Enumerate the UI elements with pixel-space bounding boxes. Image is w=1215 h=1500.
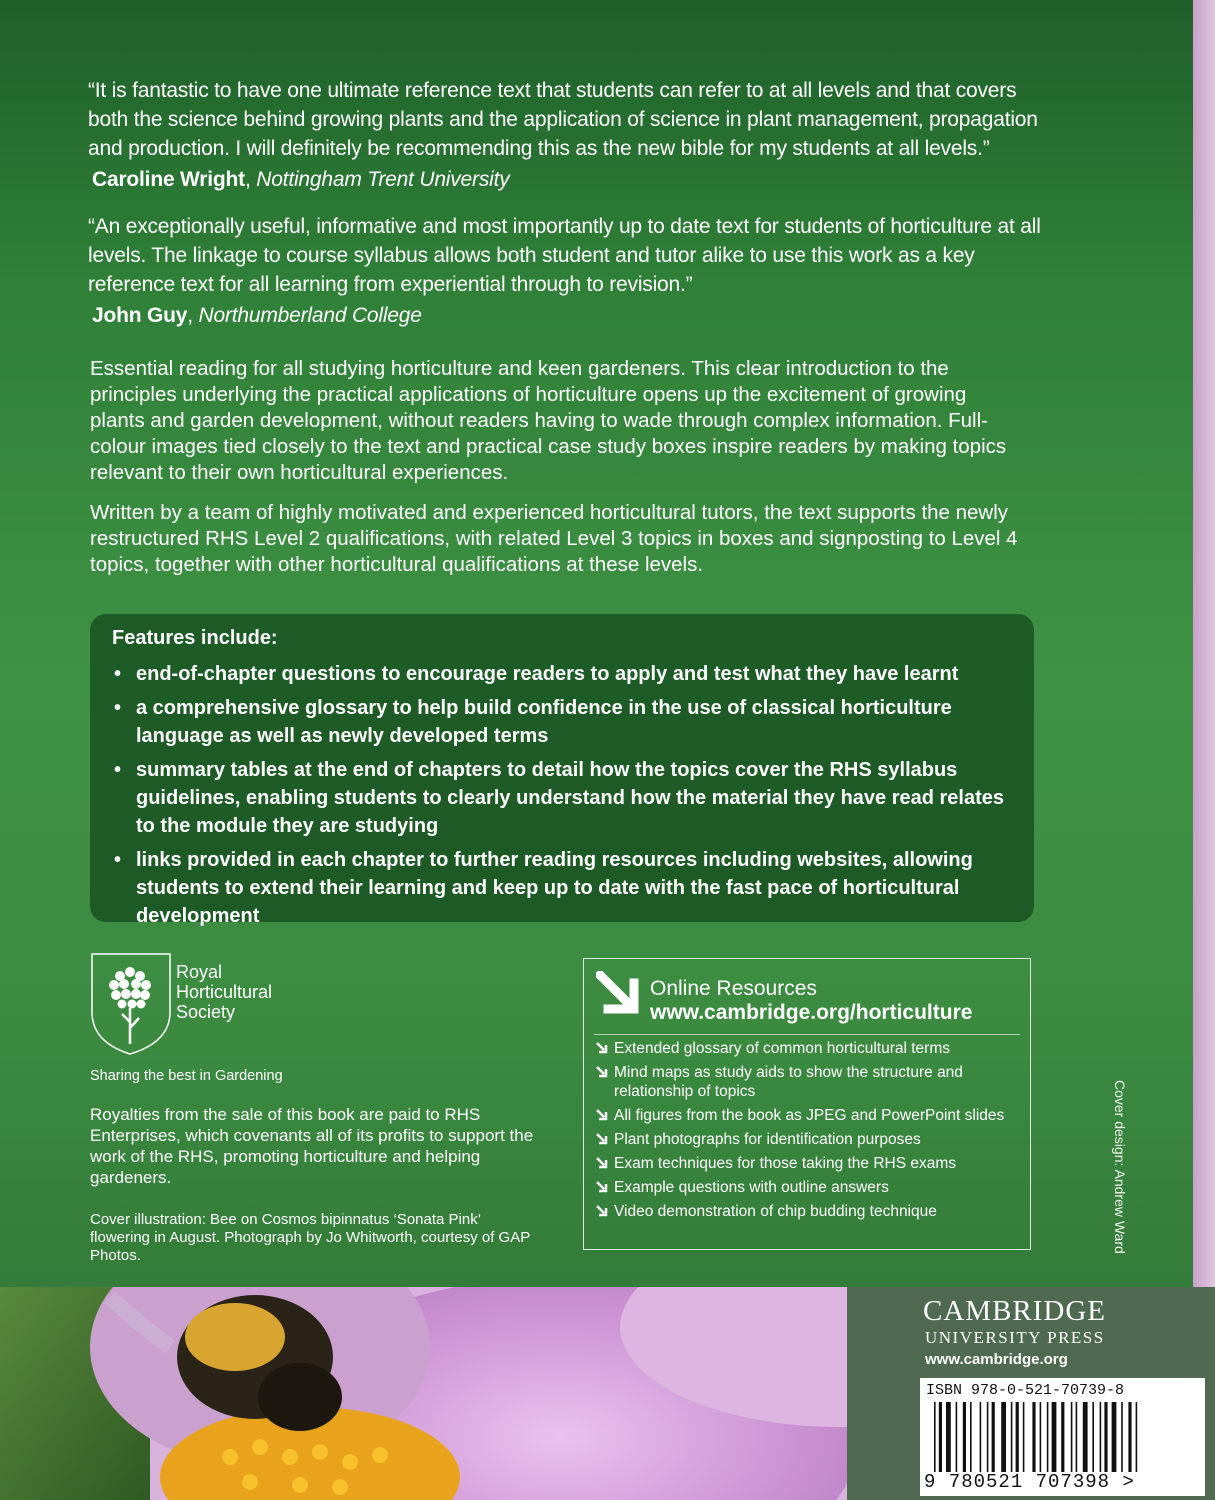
feature-item: • summary tables at the end of chapters to detail how the topics cover the RHS syllabus guidelines, enabling students to clearly understand how the material they have read relates to the module they are studying <box>112 756 1012 840</box>
isbn-label: ISBN 978-0-521-70739-8 <box>926 1382 1125 1399</box>
quote-attribution: Caroline Wright, Nottingham Trent University <box>92 168 510 191</box>
online-resources-title: Online Resources <box>650 977 817 1000</box>
publisher-panel <box>847 1287 1215 1500</box>
publisher-subtitle: UNIVERSITY PRESS <box>925 1328 1105 1347</box>
description-paragraph: Essential reading for all studying horticulture and keen gardeners. This clear introduction to the principles underlying the practical applications of horticulture opens up the excitement of growing plants and garden development, without readers having to wade through complex information. Full-colour images tied closely to the text and practical case study boxes inspire readers by making topics relevant to their own horticultural experiences. <box>90 357 1007 484</box>
resource-item: Mind maps as study aids to show the structure and relationship of topics <box>596 1063 1016 1101</box>
quote-author: Caroline Wright <box>92 168 245 191</box>
publisher-url: www.cambridge.org <box>925 1351 1068 1368</box>
online-resources-box <box>583 958 1031 1250</box>
cover-design-credit: Cover design: Andrew Ward <box>1112 1080 1128 1254</box>
review-quote <box>88 76 1058 194</box>
arrow-down-right-icon <box>596 1181 608 1193</box>
arrow-down-right-icon <box>596 1109 608 1121</box>
divider <box>594 1034 1020 1035</box>
quote-text: “It is fantastic to have one ultimate reference text that students can refer to at all levels and that covers both the science behind growing plants and the application of science in plant management, propagation and production. I will definitely be recommending this as the new bible for my students at all levels.” <box>88 79 1038 160</box>
feature-item: • end-of-chapter questions to encourage readers to apply and test what they have learnt <box>112 660 1012 688</box>
quote-author: John Guy <box>92 304 188 327</box>
arrow-down-right-icon <box>596 1133 608 1145</box>
review-quote <box>88 212 1058 330</box>
description-paragraph: Written by a team of highly motivated and experienced horticultural tutors, the text supports the newly restructured RHS Level 2 qualifications, with related Level 3 topics in boxes and signposting to Level 4 topics, together with other horticultural qualifications at these levels. <box>90 501 1018 576</box>
spine-edge <box>1193 0 1215 1500</box>
barcode-number: 9 780521 707398 > <box>924 1471 1135 1493</box>
feature-item: • links provided in each chapter to further reading resources including websites, allowing students to extend their learning and keep up to date with the fast pace of horticultural development <box>112 846 1012 930</box>
features-list <box>112 660 1012 936</box>
resource-item: Example questions with outline answers <box>596 1178 1016 1197</box>
resource-item: Extended glossary of common horticultural terms <box>596 1039 1016 1058</box>
feature-item: • a comprehensive glossary to help build confidence in the use of classical horticulture language as well as newly developed terms <box>112 694 1012 750</box>
barcode-icon <box>934 1402 1189 1472</box>
royalties-note: Royalties from the sale of this book are paid to RHS Enterprises, which covenants all of its profits to support the work of the RHS, promoting horticulture and helping gardeners. <box>90 1105 534 1187</box>
resource-item: Plant photographs for identification purposes <box>596 1130 1016 1149</box>
quote-affiliation: Nottingham Trent University <box>256 168 510 191</box>
arrow-down-right-icon <box>596 1066 608 1078</box>
barcode-box <box>920 1378 1205 1496</box>
arrow-down-right-icon <box>596 971 642 1017</box>
online-resources-list <box>596 1039 1016 1226</box>
publisher-name: CAMBRIDGE <box>923 1295 1107 1327</box>
arrow-down-right-icon <box>596 1042 608 1054</box>
quote-text: “An exceptionally useful, informative and most importantly up to date text for students of horticulture at all levels. The linkage to course syllabus allows both student and tutor alike to use this work as a key reference text for all learning from experiential through to revision.” <box>88 215 1041 296</box>
quote-attribution: John Guy, Northumberland College <box>92 304 422 327</box>
rhs-name: Royal Horticultural Society <box>176 962 273 1022</box>
arrow-down-right-icon <box>596 1157 608 1169</box>
features-box <box>90 614 1034 927</box>
rhs-tagline: Sharing the best in Gardening <box>90 1068 283 1084</box>
quote-affiliation: Northumberland College <box>198 304 422 327</box>
resource-item: All figures from the book as JPEG and PowerPoint slides <box>596 1106 1016 1125</box>
resource-item: Video demonstration of chip budding technique <box>596 1202 1016 1221</box>
resource-item: Exam techniques for those taking the RHS exams <box>596 1154 1016 1173</box>
features-heading: Features include: <box>112 627 278 649</box>
arrow-down-right-icon <box>596 1205 608 1217</box>
cover-illustration-credit: Cover illustration: Bee on Cosmos bipinnatus ‘Sonata Pink’ flowering in August. Photograph by Jo Whitworth, courtesy of GAP Photos. <box>90 1211 530 1264</box>
online-resources-url: www.cambridge.org/horticulture <box>650 1001 973 1024</box>
